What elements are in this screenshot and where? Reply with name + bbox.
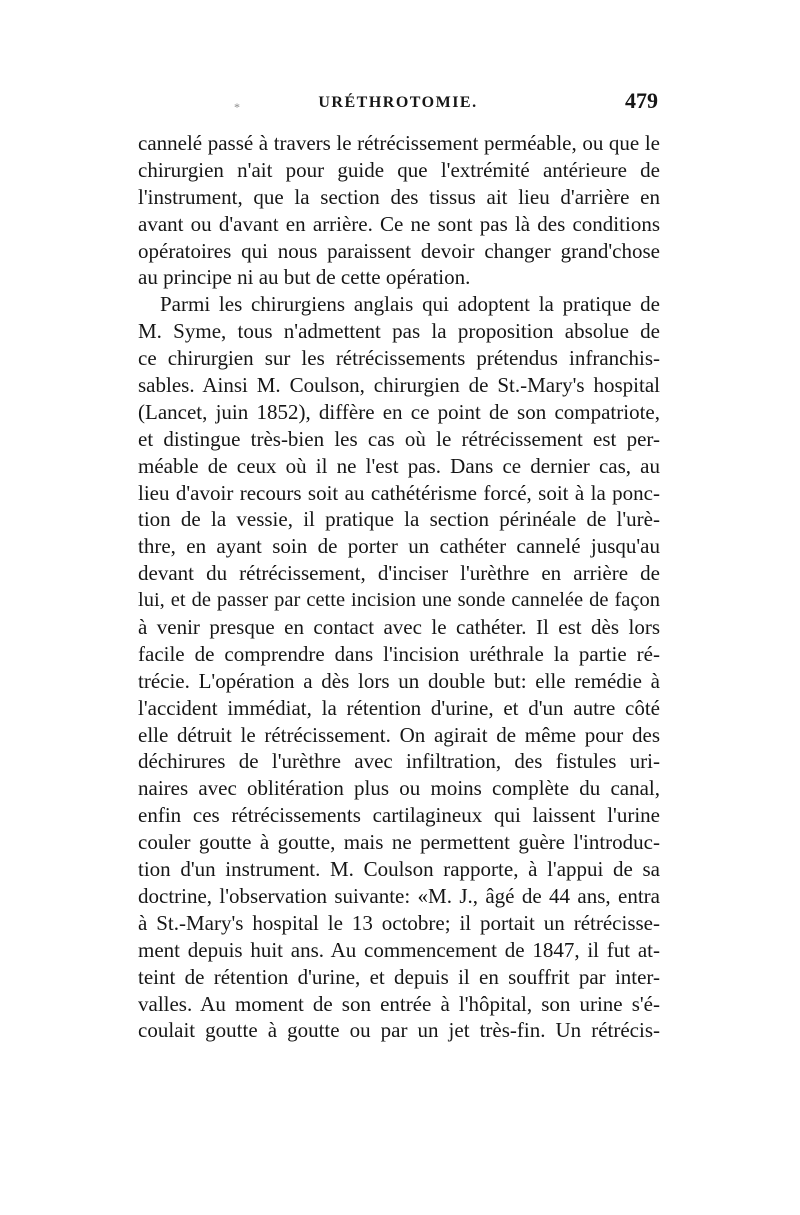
text-line: tion de la vessie, il pratique la section périnéale de l'urè- (138, 507, 660, 532)
body-text (138, 130, 660, 1044)
text-line: elle détruit le rétrécissement. On agirait de même pour des (138, 722, 660, 747)
text-line: ment depuis huit ans. Au commencement de 1847, il fut at- (138, 937, 660, 962)
header-mark: * (234, 100, 240, 114)
text-line: thre, en ayant soin de porter un cathéter cannelé jusqu'au (138, 534, 660, 559)
text-line: déchirures de l'urèthre avec infiltration, des fistules uri- (138, 749, 660, 774)
text-line: facile de comprendre dans l'incision uréthrale la partie ré- (138, 641, 660, 666)
text-line: devant du rétrécissement, d'inciser l'urèthre en arrière de (138, 561, 660, 586)
text-line: méable de ceux où il ne l'est pas. Dans ce dernier cas, au (138, 453, 660, 478)
text-line: tion d'un instrument. M. Coulson rapporte, à l'appui de sa (138, 857, 660, 882)
running-head (138, 88, 658, 118)
text-line: lieu d'avoir recours soit au cathétérisme forcé, soit à la ponc- (138, 480, 660, 505)
text-line: naires avec oblitération plus ou moins complète du canal, (138, 776, 660, 801)
text-line: M. Syme, tous n'admettent pas la proposition absolue de (138, 319, 660, 344)
text-line: l'accident immédiat, la rétention d'urine, et d'un autre côté (138, 695, 660, 720)
text-line: l'instrument, que la section des tissus ait lieu d'arrière en (138, 184, 660, 209)
text-line: trécie. L'opération a dès lors un double but: elle remédie à (138, 668, 660, 693)
text-line: teint de rétention d'urine, et depuis il en souffrit par inter- (138, 964, 660, 989)
running-title: URÉTHROTOMIE. (318, 94, 478, 111)
text-line: avant ou d'avant en arrière. Ce ne sont pas là des conditions (138, 211, 660, 236)
text-line: cannelé passé à travers le rétrécissement perméable, ou que le (138, 131, 660, 155)
text-line: à venir presque en contact avec le cathéter. Il est dès lors (138, 615, 660, 640)
text-line: au principe ni au but de cette opération. (138, 265, 471, 290)
page-number: 479 (625, 88, 658, 113)
text-line: Parmi les chirurgiens anglais qui adoptent la pratique de (160, 292, 660, 317)
text-line: doctrine, l'observation suivante: «M. J., âgé de 44 ans, entra (138, 883, 660, 908)
text-line: lui, et de passer par cette incision une sonde cannelée de façon (138, 589, 660, 612)
text-line: valles. Au moment de son entrée à l'hôpital, son urine s'é- (138, 991, 660, 1016)
text-line: opératoires qui nous paraissent devoir changer grand'chose (138, 238, 660, 263)
text-line: couler goutte à goutte, mais ne permettent guère l'introduc- (138, 830, 660, 855)
text-line: et distingue très-bien les cas où le rétrécissement est per- (138, 426, 660, 451)
text-line: coulait goutte à goutte ou par un jet très-fin. Un rétrécis- (138, 1018, 660, 1043)
text-line: sables. Ainsi M. Coulson, chirurgien de St.-Mary's hospital (138, 373, 660, 398)
text-line: chirurgien n'ait pour guide que l'extrémité antérieure de (138, 157, 660, 182)
text-line: ce chirurgien sur les rétrécissements prétendus infranchis- (138, 346, 660, 371)
text-line: (Lancet, juin 1852), diffère en ce point de son compatriote, (138, 399, 660, 424)
text-line: à St.-Mary's hospital le 13 octobre; il portait un rétrécisse- (138, 910, 660, 935)
text-line: enfin ces rétrécissements cartilagineux qui laissent l'urine (138, 803, 660, 828)
